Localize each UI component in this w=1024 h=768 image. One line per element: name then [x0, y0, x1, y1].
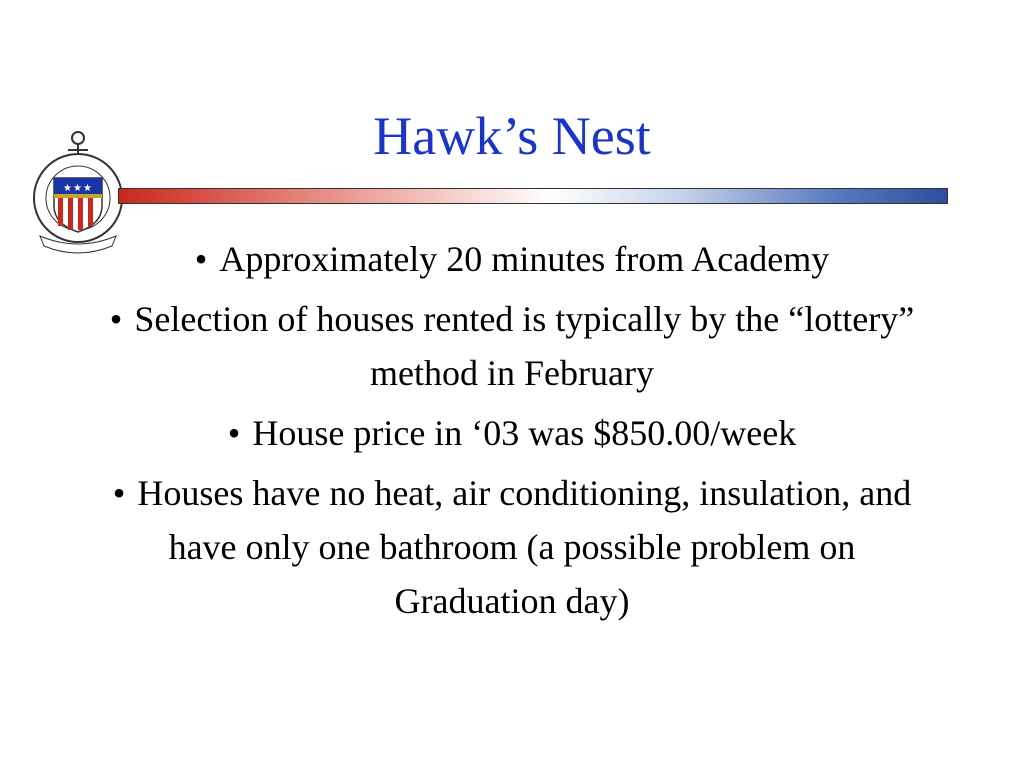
svg-text:★: ★: [73, 183, 82, 194]
bullet-text: House price in ‘03 was $850.00/week: [252, 413, 797, 453]
bullet-text: Approximately 20 minutes from Academy: [219, 239, 830, 279]
bullet-text: Houses have no heat, air conditioning, insulation, and have only one bathroom (a possible problem on Graduation day): [137, 473, 912, 621]
bullet-list: [100, 232, 924, 634]
svg-text:★: ★: [83, 183, 92, 194]
bullet-item: [100, 466, 924, 628]
bullet-item: [100, 406, 924, 460]
title-divider-stripe: [118, 188, 948, 204]
bullet-item: [100, 292, 924, 400]
slide-title: Hawk’s Nest: [373, 106, 651, 166]
bullet-dot: •: [112, 473, 126, 513]
svg-text:★: ★: [63, 183, 72, 194]
bullet-text: Selection of houses rented is typically by the “lottery” method in February: [134, 299, 915, 393]
bullet-item: [100, 232, 924, 286]
bullet-dot: •: [227, 413, 241, 453]
bullet-dot: •: [109, 299, 123, 339]
bullet-dot: •: [194, 239, 208, 279]
